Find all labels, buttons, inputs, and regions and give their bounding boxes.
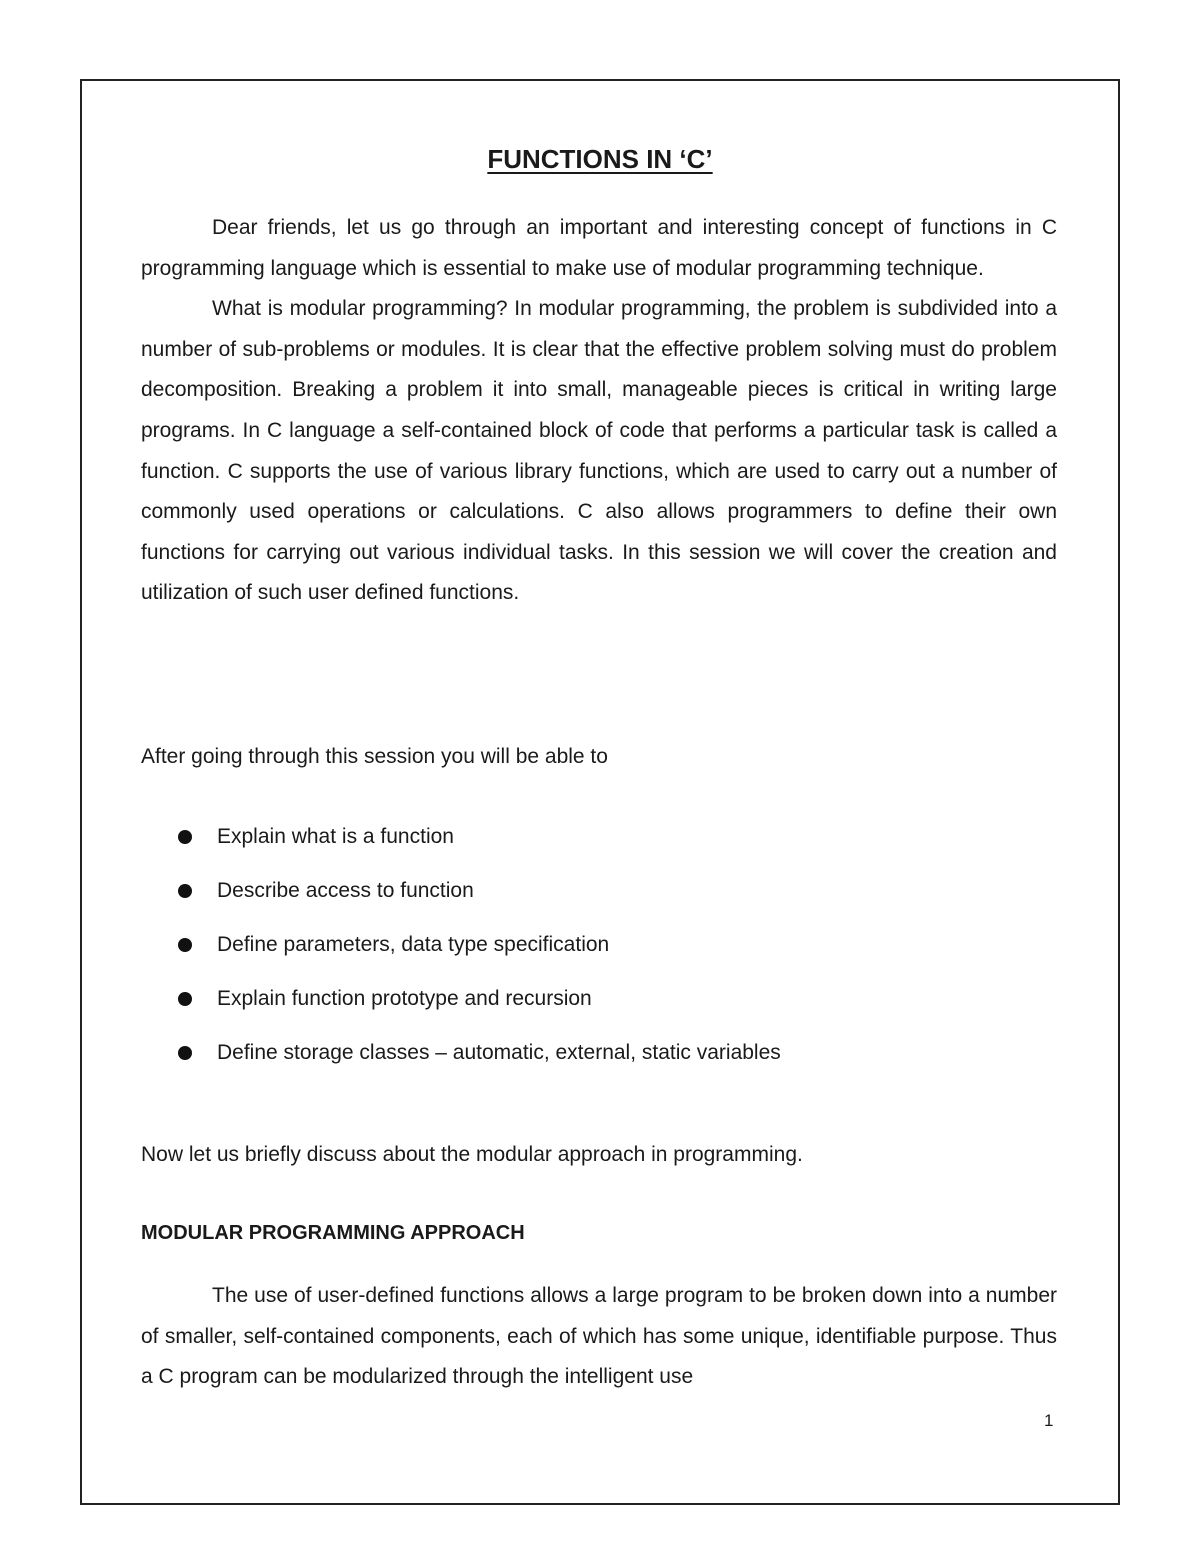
bullet-icon <box>178 1046 192 1060</box>
objective-item <box>141 1038 1057 1092</box>
objective-item <box>141 930 1057 984</box>
bullet-icon <box>178 830 192 844</box>
intro-paragraph: Dear friends, let us go through an important and interesting concept of functions in C programming language which is essential to make use of modular programming technique. <box>141 216 1057 280</box>
section-body <box>141 1276 1057 1398</box>
modular-paragraph: What is modular programming? In modular programming, the problem is subdivided into a number of sub-problems or modules. It is clear that the effective problem solving must do problem decomposition. Breaking a problem it into small, manageable pieces is critical in writing large programs. In C language a self-contained block of code that performs a particular task is called a function. C supports the use of various library functions, which are used to carry out a number of commonly used operations or calculations. C also allows programmers to define their own functions for carrying out various individual tasks. In this session we will cover the creation and utilization of such user defined functions. <box>141 297 1057 605</box>
transition-block <box>141 1135 1057 1176</box>
objectives-intro-block <box>141 737 1057 778</box>
section-paragraph: The use of user-defined functions allows a large program to be broken down into a number of smaller, self-contained components, each of which has some unique, identifiable purpose. Thus a C program can be modularized through the intelligent use <box>141 1284 1057 1389</box>
objective-text: Describe access to function <box>217 879 474 902</box>
bullet-icon <box>178 992 192 1006</box>
page-title: FUNCTIONS IN ‘C’ <box>487 144 713 174</box>
bullet-icon <box>178 938 192 952</box>
objective-item <box>141 822 1057 876</box>
objective-text: Define storage classes – automatic, external, static variables <box>217 1041 781 1064</box>
objective-item <box>141 984 1057 1038</box>
page-number: 1 <box>1044 1411 1054 1430</box>
objective-text: Explain function prototype and recursion <box>217 987 592 1010</box>
objectives-list <box>141 822 1057 1092</box>
bullet-icon <box>178 884 192 898</box>
section-heading: MODULAR PROGRAMMING APPROACH <box>141 1222 525 1244</box>
intro-section <box>141 208 1057 614</box>
objective-text: Define parameters, data type specification <box>217 933 610 956</box>
transition-sentence: Now let us briefly discuss about the modular approach in programming. <box>141 1143 803 1166</box>
objectives-intro: After going through this session you will be able to <box>141 745 608 768</box>
objective-item <box>141 876 1057 930</box>
objective-text: Explain what is a function <box>217 825 454 848</box>
